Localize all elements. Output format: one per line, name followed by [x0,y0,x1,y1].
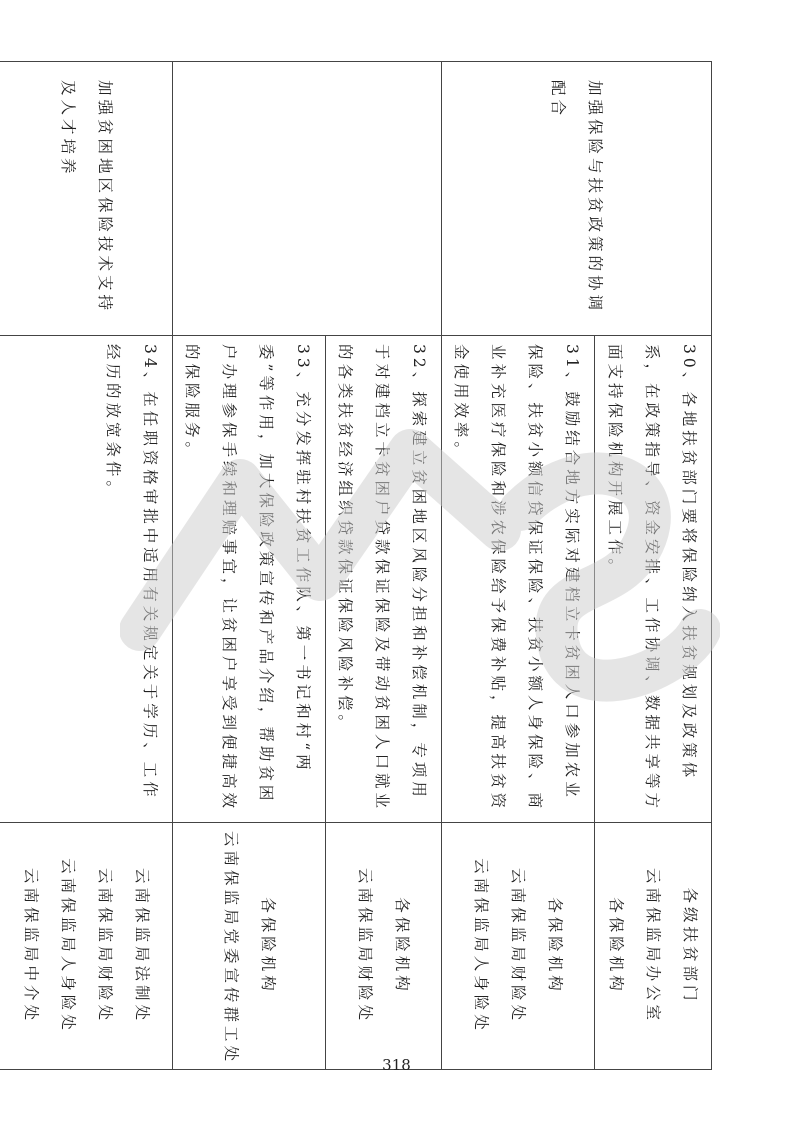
department-line: 各级扶贫部门 [681,887,700,1005]
department-cell [326,823,442,1070]
policy-table [0,61,712,1070]
table-row [326,62,442,1070]
department-line: 云南保监局人身险处 [59,858,77,1034]
table-row [595,62,712,1070]
department-line: 云南保监局法制处 [133,867,151,1024]
department-line: 云南保监局财险处 [96,867,114,1024]
page-number: 318 [382,1056,411,1074]
department-line: 各保险机构 [546,897,565,995]
measure-cell [0,336,173,823]
department-cell [0,823,173,1070]
department-line: 云南保监局人身险处 [472,858,491,1034]
department-line: 云南保监局财险处 [356,867,375,1024]
table-row [0,62,173,1070]
measure-cell [442,336,595,823]
measure-text: 30、各地扶贫部门要将保险纳入扶贫规划及政策体系，在政策指导、资金安排、工作协调、数据共享等方面支持保险机构开展工作。 [606,344,698,813]
department-cell [173,823,326,1070]
department-line: 云南保监局党委宣传群工处 [222,831,240,1066]
measure-text: 34、在任职资格审批中适用有关规定关于学历、工作经历的放宽条件。 [104,344,159,801]
category-cell: 加强保险与扶贫政策的协调配合 [442,62,712,336]
department-line: 各保险机构 [259,897,277,995]
category-cell: 加强贫困地区保险技术支持及人才培养 [0,62,173,336]
measure-text: 31、鼓励结合地方实际对建档立卡贫困人口参加农业保险、扶贫小额信贷保证保险、扶贫小额人身保险、商业补充医疗保险和涉农保险给予保费补贴，提高扶贫资金使用效率。 [452,344,581,813]
measure-text: 32、探索建立贫困地区风险分担和补偿机制，专项用于对建档立卡贫困户贷款保证保险及带动贫困人口就业的各类扶贫经济组织贷款保证保险风险补偿。 [336,344,428,813]
department-line: 各保险机构 [393,897,412,995]
department-cell [442,823,595,1070]
department-cell [595,823,712,1070]
measure-text: 33、充分发挥驻村扶贫工作队、第一书记和村“两委”等作用，加大保险政策宣传和产品介绍，帮助贫困户办理参保手续和理赔事宜，让贫困户享受到便捷高效的保险服务。 [183,344,312,813]
measure-cell [595,336,712,823]
department-line: 云南保监局办公室 [644,867,663,1024]
category-cell-empty [173,62,442,336]
department-line: 云南保监局财险处 [509,867,528,1024]
department-line: 各保险机构 [607,897,626,995]
measure-cell [326,336,442,823]
measure-cell [173,336,326,823]
department-line: 云南保监局中介处 [22,867,40,1024]
